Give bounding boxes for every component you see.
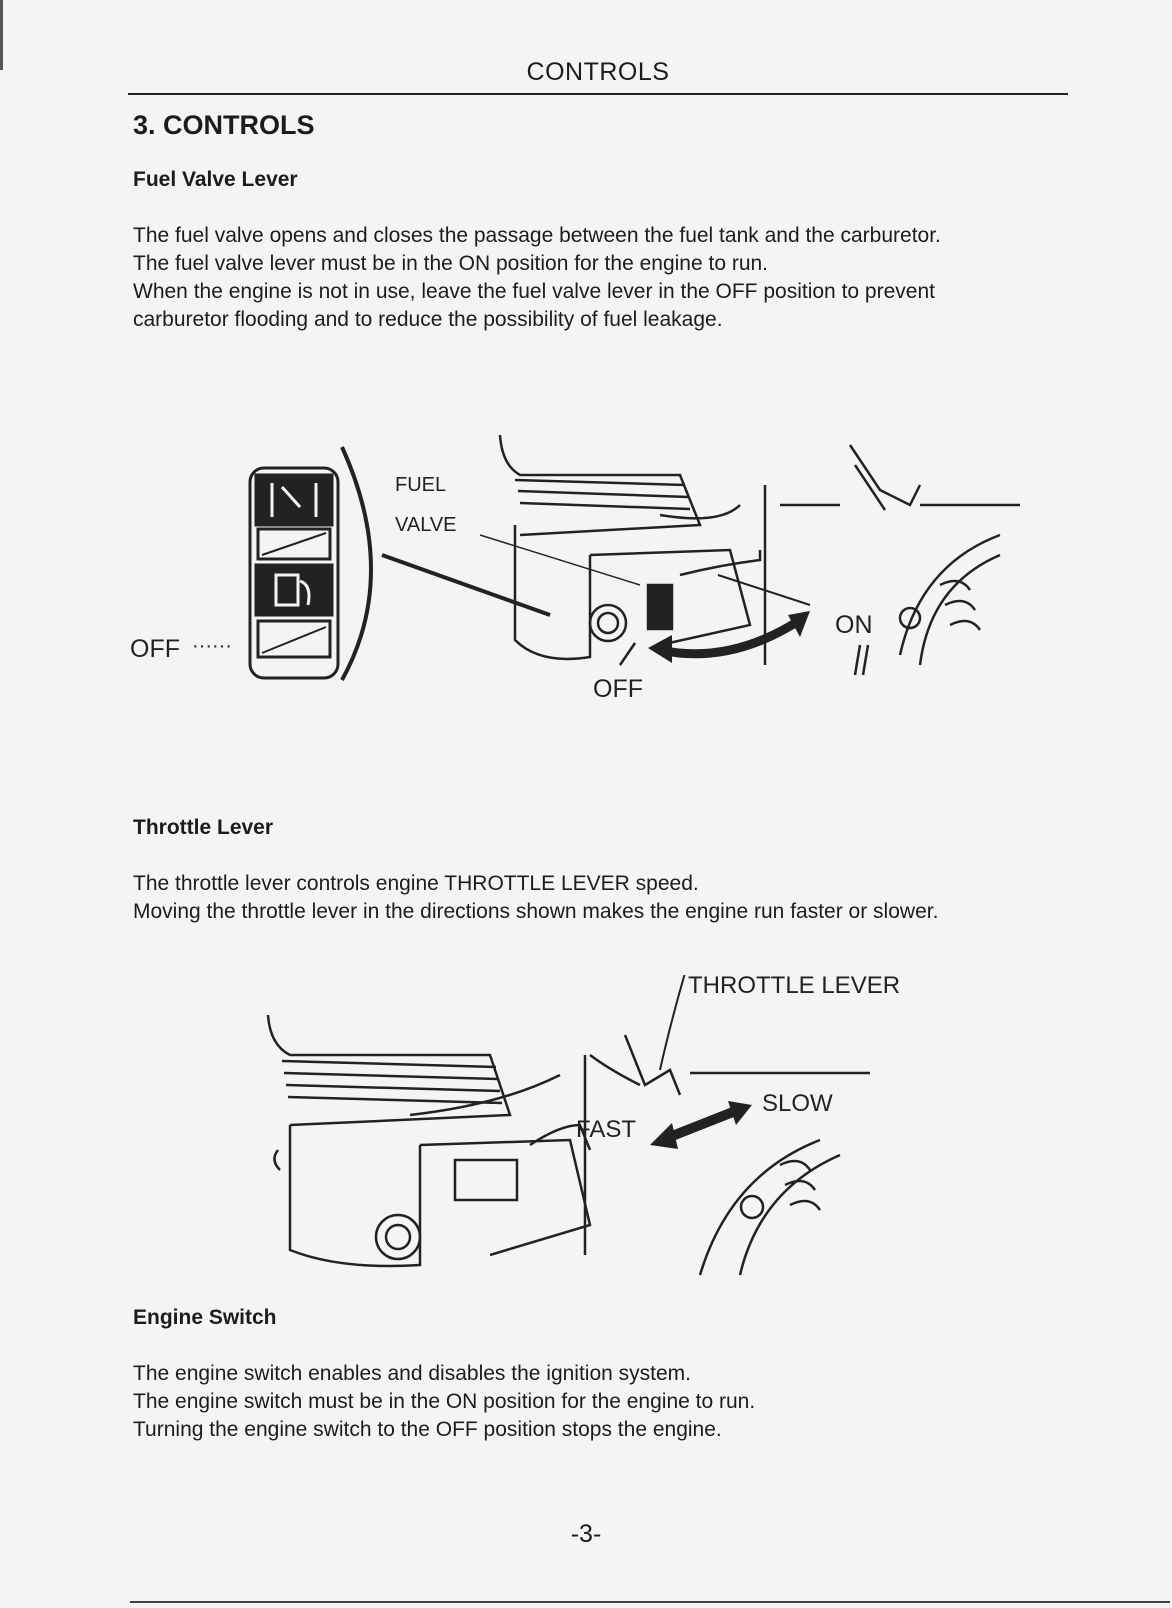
engine-switch-line: The engine switch must be in the ON position for the engine to run. (133, 1390, 756, 1413)
label-off-detail: OFF (593, 675, 643, 703)
throttle-leader (660, 975, 685, 1070)
label-off-panel: OFF (130, 635, 180, 663)
fuel-valve-paragraph (133, 222, 1083, 334)
label-valve: VALVE (395, 514, 457, 536)
fuel-arrow-head-left (648, 635, 672, 663)
engine-switch-line: The engine switch enables and disables the ignition system. (133, 1362, 691, 1385)
page-number: -3- (570, 1520, 602, 1548)
throttle-line: The throttle lever controls engine THROTTLE LEVER speed. (133, 872, 699, 895)
fuel-valve-leader (382, 555, 550, 615)
fuel-valve-illustration (120, 425, 1040, 725)
throttle-paragraph (133, 870, 1083, 926)
off-dots: ······ (192, 635, 232, 657)
throttle-line: Moving the throttle lever in the directions shown makes the engine run faster or slower. (133, 900, 939, 923)
label-throttle-lever: THROTTLE LEVER (688, 975, 901, 999)
fuel-rotation-arrow (660, 620, 800, 654)
section-title: 3. CONTROLS (133, 110, 315, 140)
throttle-illustration (260, 975, 940, 1295)
throttle-figure (260, 975, 940, 1295)
fuel-valve-line: The fuel valve lever must be in the ON position for the engine to run. (133, 252, 769, 275)
fuel-panel-icon (250, 447, 371, 680)
fuel-valve-line: carburetor flooding and to reduce the possibility of fuel leakage. (133, 308, 723, 331)
engine-switch-heading: Engine Switch (133, 1306, 277, 1329)
engine-switch-line: Turning the engine switch to the OFF position stops the engine. (133, 1418, 722, 1441)
throttle-engine-drawing (268, 1015, 870, 1275)
label-fast: FAST (576, 1116, 637, 1143)
scan-edge-mark (0, 0, 3, 70)
engine-body-drawing (480, 435, 1020, 675)
running-header: CONTROLS (526, 58, 670, 86)
throttle-heading: Throttle Lever (133, 816, 274, 839)
label-on: ON (835, 611, 873, 639)
bottom-rule (130, 1601, 1170, 1603)
fuel-valve-heading: Fuel Valve Lever (133, 168, 298, 191)
engine-switch-paragraph (133, 1360, 1083, 1444)
throttle-arrow-head-fast (650, 1123, 678, 1149)
header-rule (128, 93, 1068, 95)
label-slow: SLOW (762, 1090, 833, 1117)
fuel-valve-line: The fuel valve opens and closes the passage between the fuel tank and the carburetor. (133, 224, 941, 247)
label-fuel: FUEL (395, 474, 447, 496)
fuel-valve-figure (120, 425, 1040, 725)
fuel-valve-line: When the engine is not in use, leave the fuel valve lever in the OFF position to prevent (133, 280, 935, 303)
